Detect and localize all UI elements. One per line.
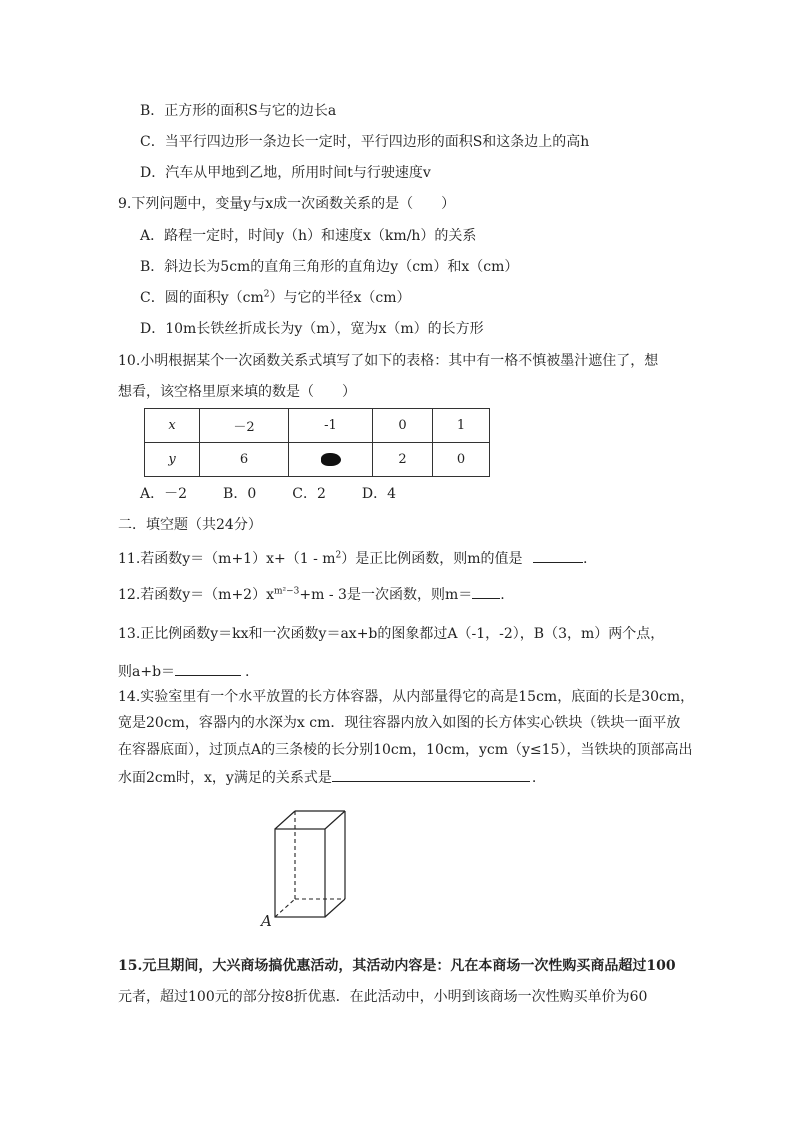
- q15-line1: [118, 956, 676, 976]
- q8-option-c: C．当平行四边形一条边长一定时，平行四边形的面积S和这条边上的高h: [140, 134, 590, 150]
- q11-answer-blank[interactable]: [533, 548, 583, 563]
- q11-post: ）是正比例函数，则m的值是: [341, 551, 523, 567]
- q12-pre: 12.若函数y＝（m+2）x: [118, 587, 274, 603]
- q12-end: .: [500, 587, 505, 603]
- ink-blot-cell: [289, 443, 373, 477]
- table-cell: 0: [373, 409, 433, 443]
- ink-blot-icon: [321, 453, 341, 466]
- q9-option-c-sup: 2: [263, 289, 270, 300]
- q14-line4: [118, 767, 536, 788]
- q14-line4-pre: 水面2cm时，x，y满足的关系式是: [118, 770, 332, 786]
- q12-answer-blank[interactable]: [472, 584, 500, 599]
- q10-stem-line2: 想看，该空格里原来填的数是（ ）: [118, 384, 356, 400]
- table-cell-y-label: y: [145, 443, 200, 477]
- q9-option-c-pre: C．圆的面积y（cm: [140, 290, 264, 306]
- table-cell: 2: [373, 443, 433, 477]
- q14-answer-blank[interactable]: [332, 767, 530, 782]
- q14-line2: 宽是20cm，容器内的水深为x cm．现往容器内放入如图的长方体实心铁块（铁块一面平放: [118, 715, 681, 731]
- table-cell: -1: [289, 409, 373, 443]
- q9-option-d: D．10m长铁丝折成长为y（m），宽为x（m）的长方形: [140, 321, 484, 337]
- q9-option-a: A．路程一定时，时间y（h）和速度x（km/h）的关系: [140, 228, 477, 244]
- q13-line1: 13.正比例函数y＝kx和一次函数y＝ax+b的图象都过A（-1，-2），B（3，m）两个点，: [118, 626, 665, 642]
- section-heading: 二．填空题（共24分）: [118, 517, 262, 533]
- q11-end: .: [583, 551, 588, 567]
- q10-option-c: C．2: [292, 486, 326, 502]
- q14-line1: 14.实验室里有一个水平放置的长方体容器，从内部量得它的高是15cm，底面的长是30cm，: [118, 689, 695, 705]
- cuboid-front-face: [275, 829, 325, 917]
- q14-end: .: [531, 770, 537, 786]
- q10-table: [144, 408, 490, 477]
- q11-sup: 2: [335, 550, 342, 561]
- q15-line2: 元者，超过100元的部分按8折优惠．在此活动中，小明到该商场一次性购买单价为60: [118, 989, 648, 1005]
- q10-stem-line1: 10.小明根据某个一次函数关系式填写了如下的表格：其中有一格不慎被墨汁遮住了，想: [118, 353, 659, 369]
- q13-end: .: [245, 664, 250, 680]
- q10-option-b: B．0: [223, 486, 257, 502]
- q13-line2: [118, 661, 250, 682]
- table-cell: 6: [200, 443, 289, 477]
- q14-line3: 在容器底面），过顶点A的三条棱的长分别10cm，10cm，ycm（y≤15），当铁块的顶部高出: [118, 742, 693, 758]
- q10-option-a: A．－2: [140, 486, 188, 502]
- q9-option-b: B．斜边长为5cm的直角三角形的直角边y（cm）和x（cm）: [140, 259, 519, 275]
- q12-sup: m²−3: [273, 586, 300, 597]
- table-cell: －2: [200, 409, 289, 443]
- q8-option-b: B．正方形的面积S与它的边长a: [140, 103, 337, 119]
- table-row-y: [145, 443, 490, 477]
- q15-line1-text: 15.元旦期间，大兴商场搞优惠活动，其活动内容是：凡在本商场一次性购买商品超过100: [118, 958, 676, 974]
- q12: [118, 584, 505, 605]
- q10-option-d: D．4: [361, 486, 396, 502]
- q9-option-c: [140, 288, 411, 308]
- q11-pre: 11.若函数y＝（m+1）x+（1 - m: [118, 551, 336, 567]
- table-cell: 0: [433, 443, 490, 477]
- q8-option-d: D．汽车从甲地到乙地，所用时间t与行驶速度v: [140, 165, 431, 181]
- q9-option-c-post: ）与它的半径x（cm）: [269, 290, 411, 306]
- table-row-x: [145, 409, 490, 443]
- q9-stem: 9.下列问题中，变量y与x成一次函数关系的是（ ）: [118, 196, 456, 212]
- cuboid-figure: [258, 806, 368, 930]
- q13-line2-pre: 则a+b＝: [118, 664, 176, 680]
- table-cell: 1: [433, 409, 490, 443]
- q11: [118, 548, 587, 569]
- q13-answer-blank[interactable]: [175, 661, 241, 676]
- q12-post: +m - 3是一次函数，则m＝: [299, 587, 473, 603]
- table-cell-x-label: x: [145, 409, 200, 443]
- vertex-label-a: A: [261, 912, 272, 930]
- q10-options: [140, 484, 432, 504]
